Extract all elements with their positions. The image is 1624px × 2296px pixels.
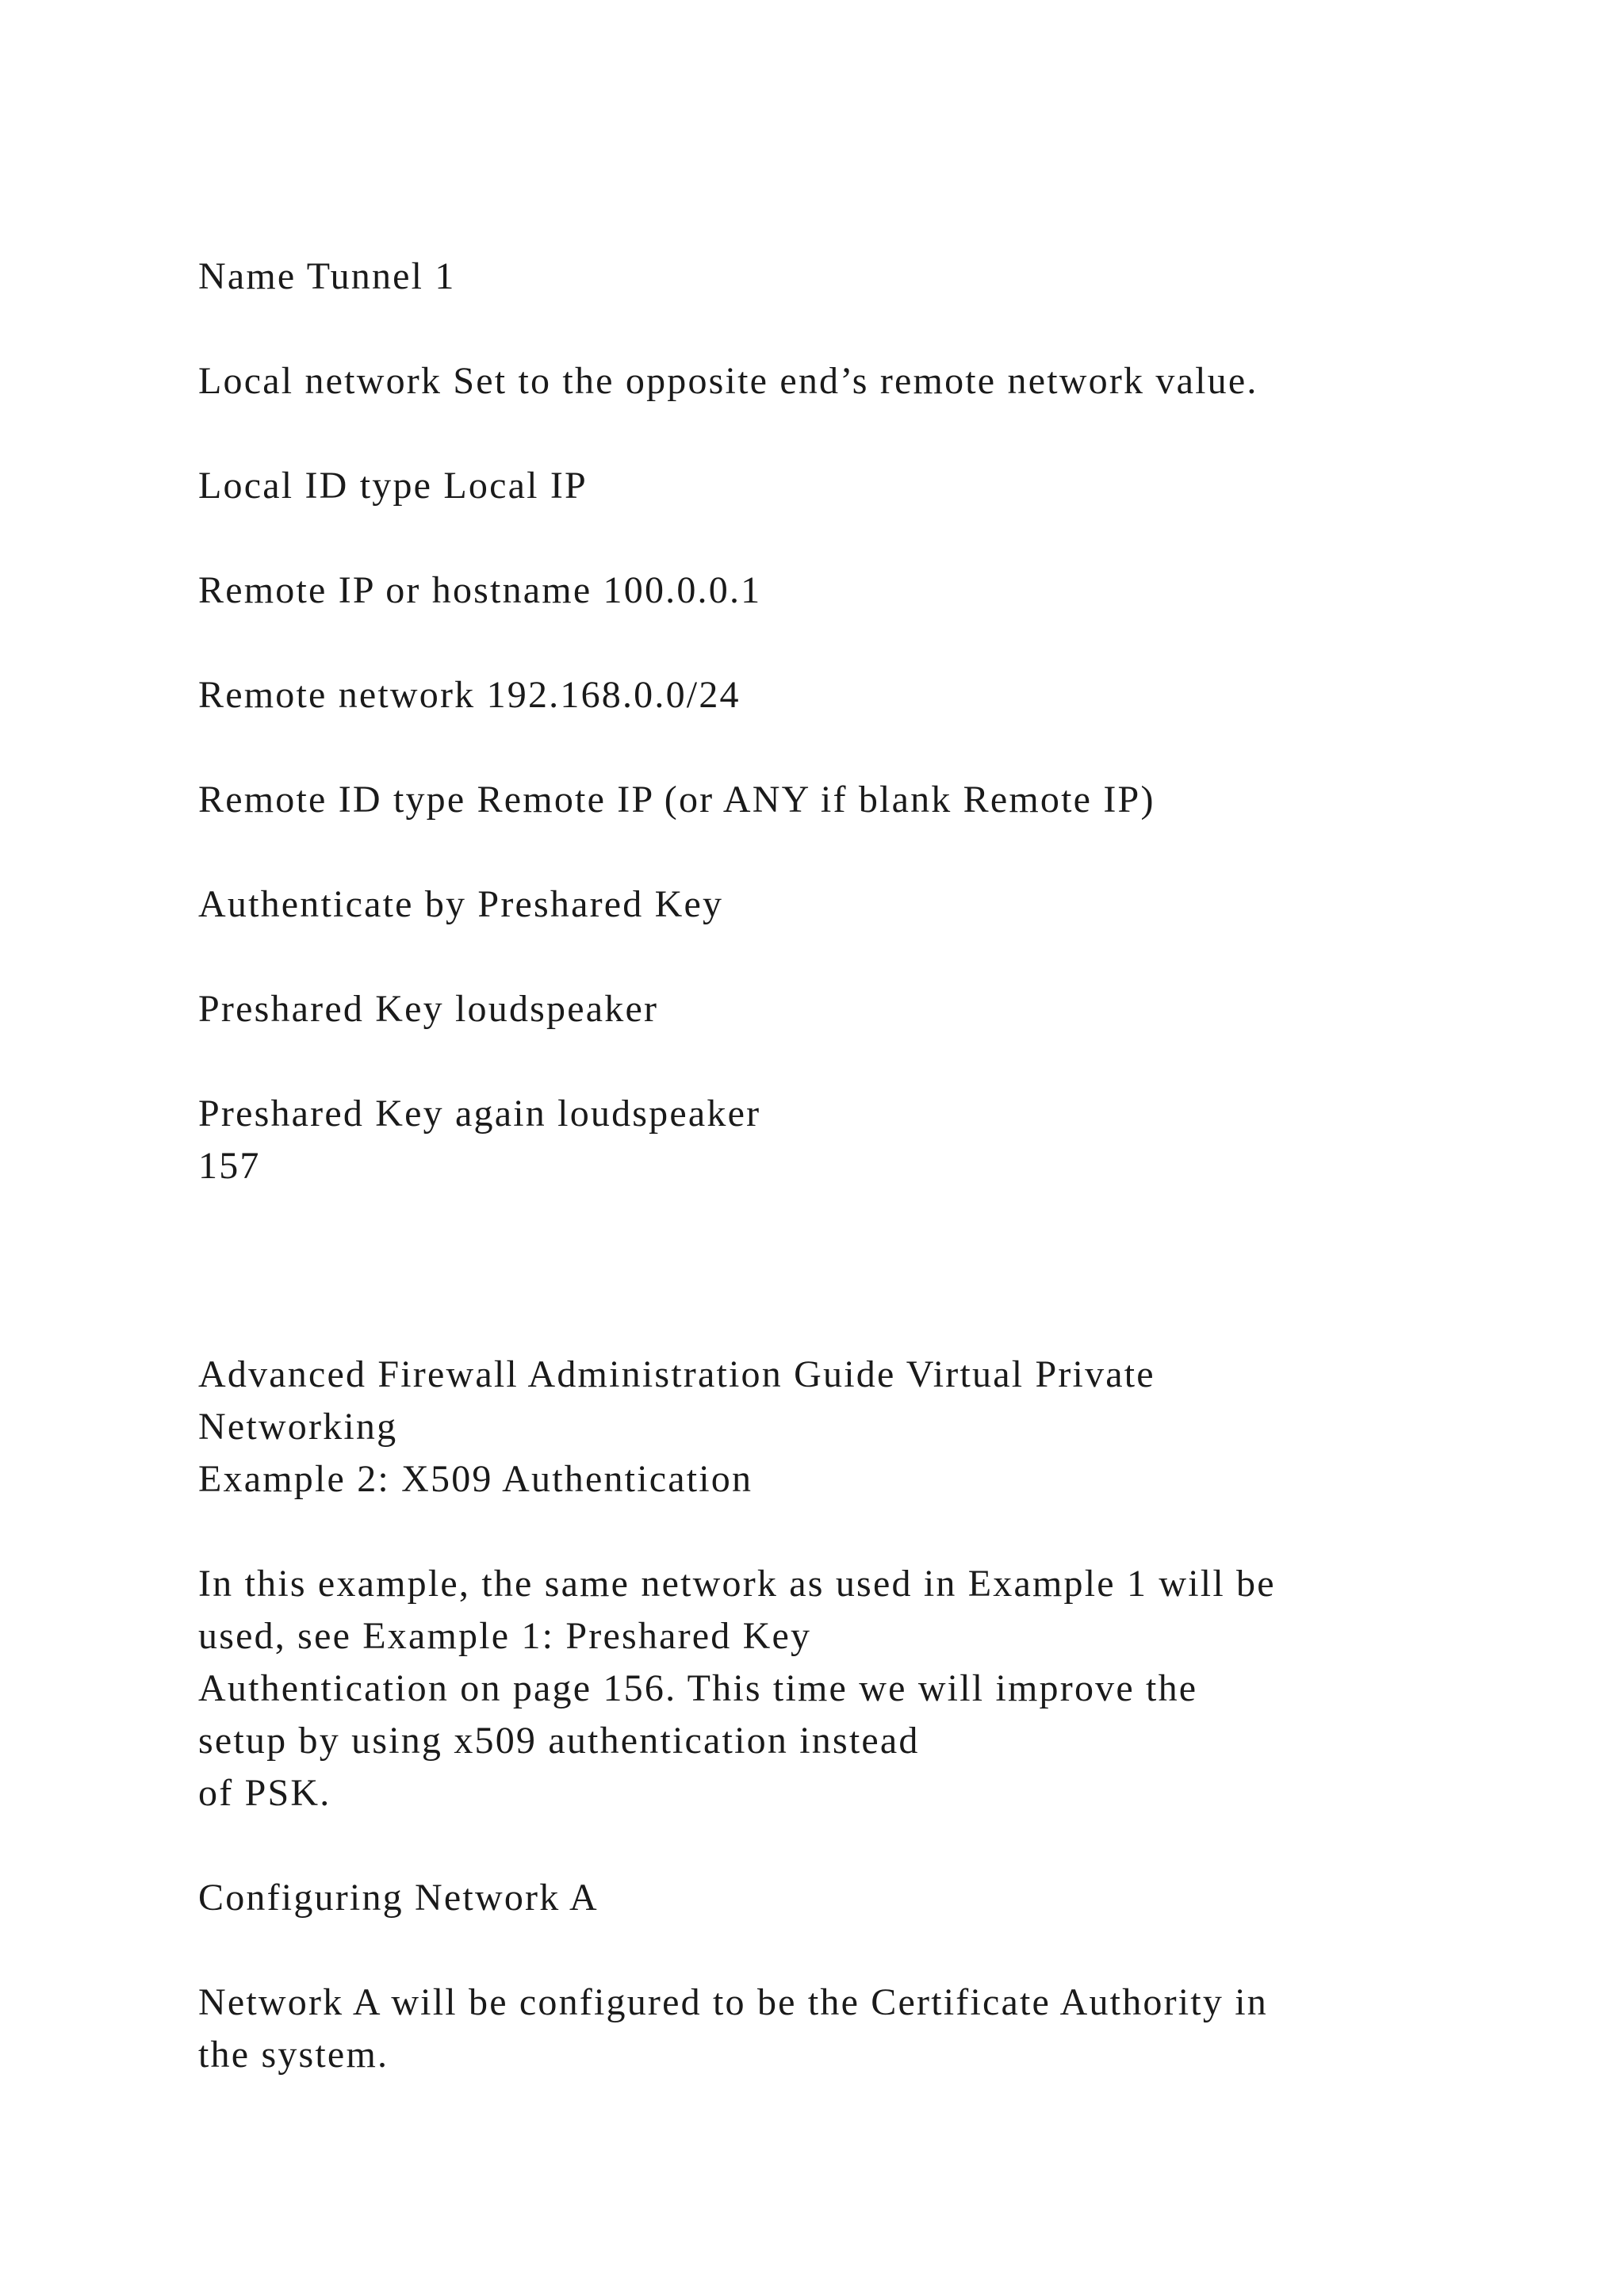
subheading: Configuring Network A <box>198 1877 599 1919</box>
field-remote-id-type: Remote ID type Remote IP (or ANY if blank Remote IP) <box>198 779 1155 821</box>
field-preshared-key: Preshared Key loudspeaker <box>198 988 659 1030</box>
field-authenticate-by: Authenticate by Preshared Key <box>198 883 724 925</box>
running-header: Advanced Firewall Administration Guide Virtual Private Networking <box>198 1353 1155 1448</box>
field-preshared-key-again: Preshared Key again loudspeaker <box>198 1093 761 1135</box>
field-local-network: Local network Set to the opposite end’s remote network value. <box>198 360 1258 402</box>
field-remote-network: Remote network 192.168.0.0/24 <box>198 674 741 716</box>
field-name: Name Tunnel 1 <box>198 255 456 297</box>
section-heading: Example 2: X509 Authentication <box>198 1458 753 1500</box>
field-local-id-type: Local ID type Local IP <box>198 465 588 507</box>
page-number: 157 <box>198 1145 261 1187</box>
field-remote-ip: Remote IP or hostname 100.0.0.1 <box>198 569 762 611</box>
intro-paragraph: In this example, the same network as used in Example 1 will be used, see Example 1: Preshared Key Authentication on page 156. This time we will improve the setup by using x509 authentication instead of PSK. <box>198 1563 1276 1814</box>
body-paragraph: Network A will be configured to be the Certificate Authority in the system. <box>198 1981 1268 2076</box>
